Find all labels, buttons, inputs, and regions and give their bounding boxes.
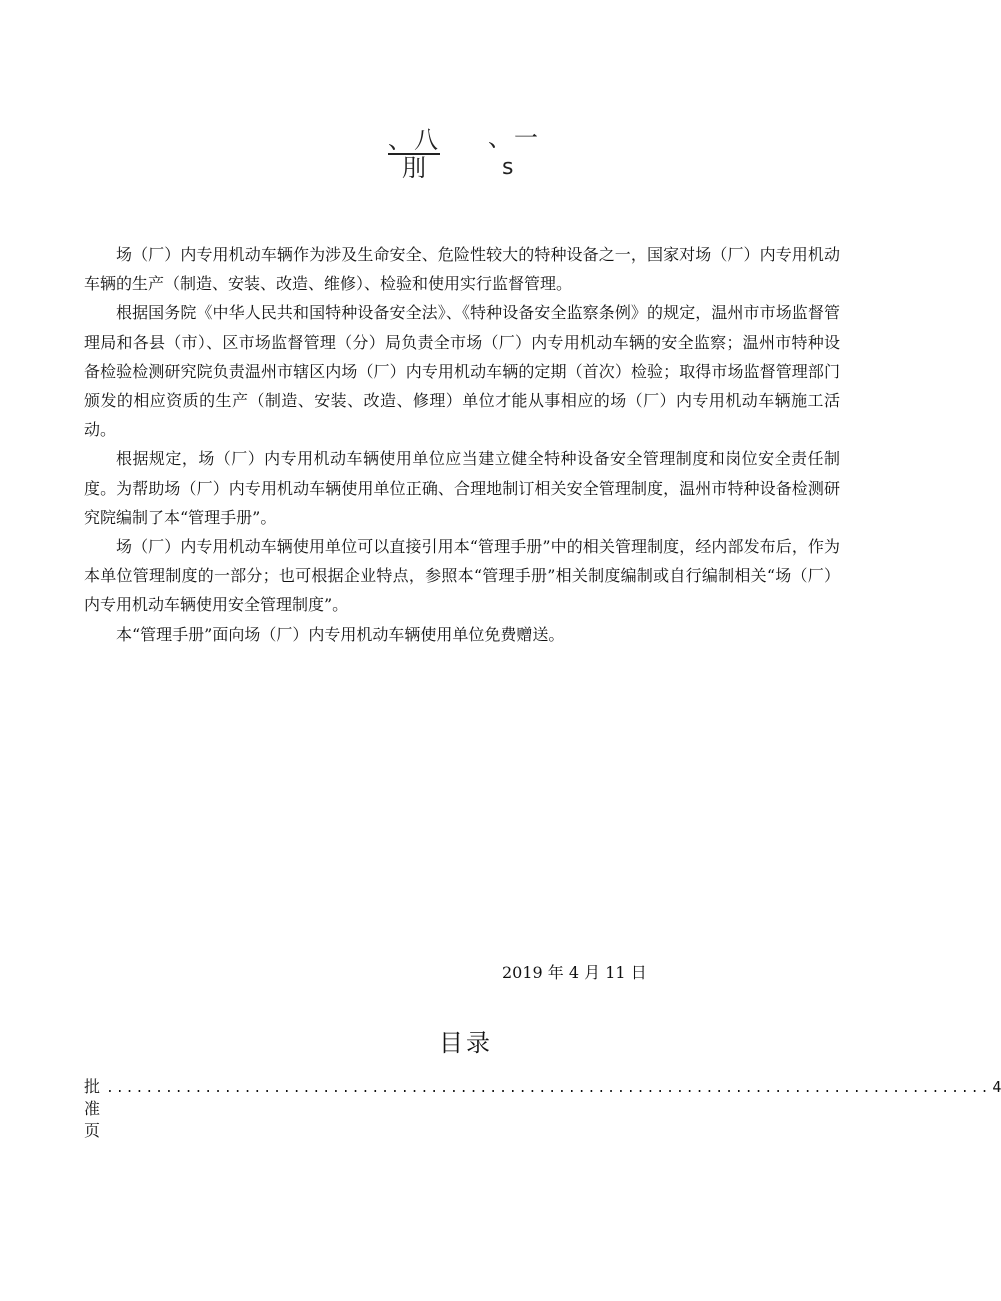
toc-entry-page-number: 4: [992, 1078, 1001, 1096]
preface-paragraph-3: 根据规定，场（厂）内专用机动车辆使用单位应当建立健全特种设备安全管理制度和岗位安全责任制度。为帮助场（厂）内专用机动车辆使用单位正确、合理地制订相关安全管理制度，温州市特种设备检测研究院编制了本“管理手册”。: [84, 449, 840, 527]
toc-leader-dots: ..........................................................................................: [106, 1081, 991, 1096]
heading-fragment-left-bottom: 刖: [402, 154, 426, 182]
preface-paragraph-4: 场（厂）内专用机动车辆使用单位可以直接引用本“管理手册”中的相关管理制度，经内部发布后，作为本单位管理制度的一部分；也可根据企业特点，参照本“管理手册”相关制度编制或自行编制相关“场（厂）内专用机动车辆使用安全管理制度”。: [84, 537, 840, 615]
publication-date: 2019 年 4 月 11 日: [502, 963, 647, 982]
preface-paragraph-5: 本“管理手册”面向场（厂）内专用机动车辆使用单位免费赠送。: [116, 624, 565, 644]
heading-fragment-right-top: 、一: [488, 124, 540, 152]
heading-fragment-right-bottom: s: [502, 155, 514, 180]
toc-entry-label: 批准页: [84, 1077, 101, 1140]
heading-fragment-left-top: 、八: [388, 126, 440, 154]
toc-title: 目录: [439, 1029, 493, 1057]
preface-paragraph-2: 根据国务院《中华人民共和国特种设备安全法》、《特种设备安全监察条例》的规定，温州市市场监督管理局和各县（市）、区市场监督管理（分）局负责全市场（厂）内专用机动车辆的安全监察；温州市特种设备检验检测研究院负责温州市辖区内场（厂）内专用机动车辆的定期（首次）检验；取得市场监督管理部门颁发的相应资质的生产（制造、安装、改造、修理）单位才能从事相应的场（厂）内专用机动车辆施工活动。: [84, 303, 840, 440]
preface-paragraph-1: 场（厂）内专用机动车辆作为涉及生命安全、危险性较大的特种设备之一，国家对场（厂）内专用机动车辆的生产（制造、安装、改造、维修）、检验和使用实行监督管理。: [84, 245, 840, 294]
toc-entry[interactable]: [84, 1076, 1001, 1142]
preface-body: [84, 240, 840, 649]
